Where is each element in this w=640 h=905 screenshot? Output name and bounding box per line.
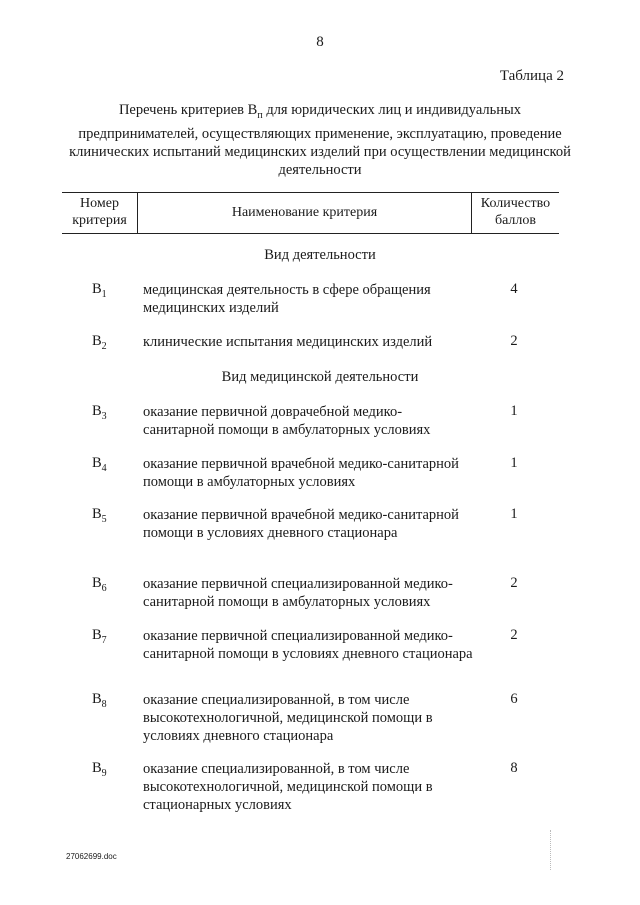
criterion-code: $В_6$ [92, 575, 107, 594]
criterion-name: медицинская деятельность в сфере обращения медицинских изделий [143, 282, 431, 316]
criterion-code: $В_4$ [92, 455, 107, 474]
column-header-name: Наименование критерия [231, 205, 378, 220]
table-title [60, 101, 580, 179]
criterion-score: 4 [510, 281, 518, 297]
criterion-name: оказание специализированной, в том числе высокотехнологичной, медицинской помощи в условиях дневного стационара [143, 692, 433, 744]
file-name-footer: 27062699.doc [66, 852, 117, 861]
criterion-score: 1 [510, 455, 518, 471]
criterion-score: 2 [510, 575, 518, 591]
column-header-score: Количество баллов [480, 196, 551, 228]
section-heading-activity: Вид деятельности [264, 247, 376, 263]
criterion-name: оказание первичной специализированной медико-санитарной помощи в условиях дневного стационара [143, 628, 473, 662]
criterion-code: $В_7$ [92, 627, 107, 646]
criterion-code: $В_5$ [92, 506, 107, 525]
criterion-code: $В_9$ [92, 760, 107, 779]
criterion-name: оказание первичной доврачебной медико-санитарной помощи в амбулаторных условиях [143, 404, 431, 438]
criterion-code: $В_2$ [92, 333, 107, 352]
section-heading-medical-activity: Вид медицинской деятельности [221, 369, 419, 385]
criterion-name: оказание первичной врачебной медико-санитарной помощи в амбулаторных условиях [143, 456, 459, 490]
criterion-name: оказание первичной специализированной медико-санитарной помощи в амбулаторных условиях [143, 576, 453, 610]
criterion-score: 1 [510, 403, 518, 419]
criterion-name: оказание специализированной, в том числе высокотехнологичной, медицинской помощи в стационарных условиях [143, 761, 433, 813]
criterion-code: $В_1$ [92, 281, 107, 300]
criterion-score: 2 [510, 333, 518, 349]
criterion-score: 6 [510, 691, 518, 707]
criterion-name: оказание первичной врачебной медико-санитарной помощи в условиях дневного стационара [143, 507, 459, 541]
title-prefix: Перечень критериев В [118, 102, 258, 118]
criterion-score: 2 [510, 627, 518, 643]
criterion-name: клинические испытания медицинских изделий [143, 334, 433, 350]
title-rest: для юридических лиц и индивидуальных предпринимателей, осуществляющих применение, эксплуатацию, проведение клинических испытаний медицинских изделий при осуществлении медицинской деятельности [69, 102, 571, 178]
margin-scan-mark [550, 830, 551, 870]
criterion-score: 1 [510, 506, 518, 522]
criterion-code: $В_8$ [92, 691, 107, 710]
title-subscript: п [257, 109, 263, 121]
table-label: Таблица 2 [499, 68, 564, 84]
column-header-number: Номер критерия [72, 196, 127, 228]
criterion-score: 8 [510, 760, 518, 776]
page-number: 8 [316, 34, 324, 50]
criterion-code: $В_3$ [92, 403, 107, 422]
table-header [62, 192, 559, 234]
